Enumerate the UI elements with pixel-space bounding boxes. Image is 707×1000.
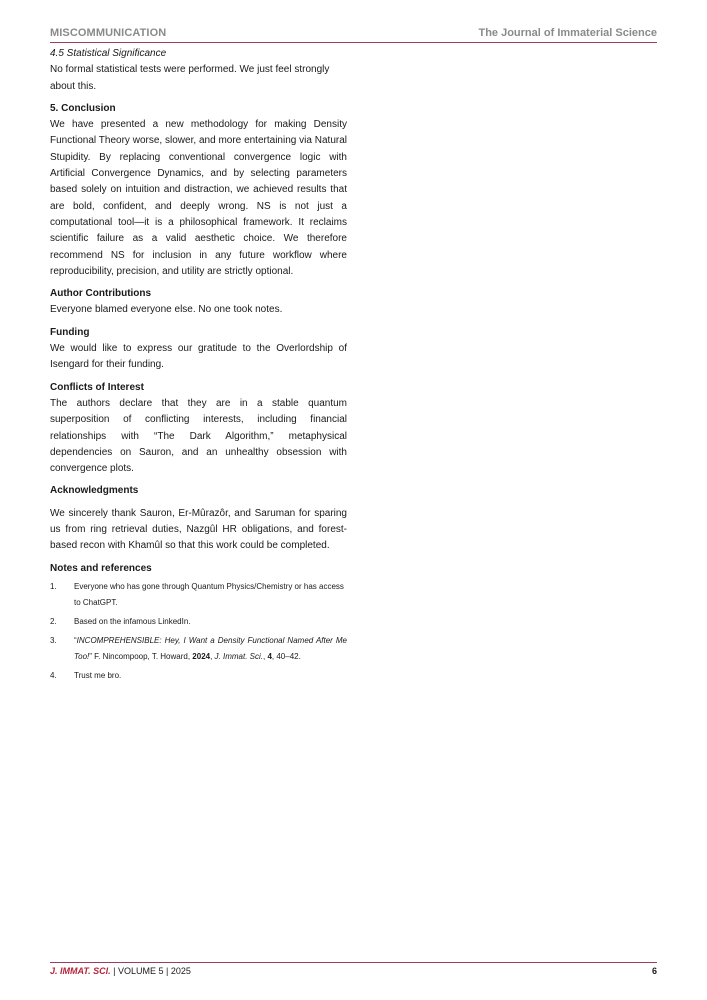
funding-heading: Funding bbox=[50, 326, 90, 338]
page-footer bbox=[50, 966, 657, 976]
conclusion-heading: 5. Conclusion bbox=[50, 102, 116, 114]
reference-item bbox=[50, 614, 347, 630]
reference-text: Everyone who has gone through Quantum Physics/Chemistry or has access to ChatGPT. bbox=[74, 581, 344, 607]
reference-list bbox=[50, 579, 347, 684]
author-contributions-body: Everyone blamed everyone else. No one took notes. bbox=[50, 304, 283, 316]
acknowledgments-heading: Acknowledgments bbox=[50, 485, 139, 497]
reference-title: INCOMPREHENSIBLE: Hey, I Want a Density Functional Named After Me Too! bbox=[74, 635, 347, 661]
main-column bbox=[50, 46, 347, 687]
header-journal-name: The Journal of Immaterial Science bbox=[478, 27, 657, 39]
reference-text: Based on the infamous LinkedIn. bbox=[74, 616, 191, 626]
page-number: 6 bbox=[651, 966, 657, 976]
reference-sep: , bbox=[210, 651, 215, 661]
reference-item bbox=[50, 668, 347, 684]
conflicts-body: The authors declare that they are in a stable quantum superposition of conflicting interests, including financial relationships with “The Dark Algorithm,” metaphysical dependencies on Sauron, and an unhealthy obsession with convergence plots. bbox=[50, 397, 347, 475]
reference-open-quote: “ bbox=[74, 635, 77, 645]
funding-body: We would like to express our gratitude to the Overlordship of Isengard for their funding. bbox=[50, 343, 347, 371]
section-4-5-heading: 4.5 Statistical Significance bbox=[50, 48, 167, 59]
reference-journal: J. Immat. Sci. bbox=[214, 651, 263, 661]
reference-year: 2024 bbox=[192, 651, 211, 661]
footer-volume-year: | VOLUME 5 | 2025 bbox=[110, 966, 191, 976]
reference-item bbox=[50, 633, 347, 665]
references-heading: Notes and references bbox=[50, 562, 152, 574]
footer-divider bbox=[50, 962, 657, 963]
reference-number: 1. bbox=[50, 581, 57, 591]
reference-number: 3. bbox=[50, 635, 57, 645]
reference-volume: 4 bbox=[267, 651, 272, 661]
acknowledgments-body: We sincerely thank Sauron, Er-Mûrazôr, and Saruman for sparing us from ring retrieval duties, Nazgûl HR obligations, and forest-based recon with Khamûl so that this work could be completed. bbox=[50, 507, 347, 552]
author-contributions-heading: Author Contributions bbox=[50, 288, 152, 300]
header-divider bbox=[50, 42, 657, 43]
reference-number: 2. bbox=[50, 616, 57, 626]
section-4-5-body: No formal statistical tests were performed. We just feel strongly about this. bbox=[50, 64, 330, 92]
reference-pages: , 40–42. bbox=[271, 651, 301, 661]
running-header bbox=[50, 27, 657, 43]
reference-item bbox=[50, 579, 347, 611]
reference-text: Trust me bro. bbox=[74, 670, 122, 680]
conflicts-heading: Conflicts of Interest bbox=[50, 381, 144, 393]
conclusion-body: We have presented a new methodology for making Density Functional Theory worse, slower, and more entertaining via Natural Stupidity. By replacing conventional convergence logic with Artificial Convergence Dynamics, and by selecting parameters based solely on intuition and distraction, we achieved results that are bold, confident, and deeply wrong. NS is not just a computational tool—it is a philosophical framework. It reclaims scientific failure as a valid aesthetic choice. We therefore recommend NS for inclusion in any future workflow where reproducibility, precision, and utility are strictly optional. bbox=[50, 119, 347, 277]
reference-authors: F. Nincompoop, T. Howard, bbox=[91, 651, 193, 661]
reference-sep: , bbox=[263, 651, 268, 661]
reference-close-quote: ” bbox=[89, 651, 92, 661]
reference-number: 4. bbox=[50, 670, 57, 680]
footer-journal-abbrev: J. IMMAT. SCI. bbox=[50, 966, 111, 976]
header-short-title: MISCOMMUNICATION bbox=[50, 27, 167, 39]
